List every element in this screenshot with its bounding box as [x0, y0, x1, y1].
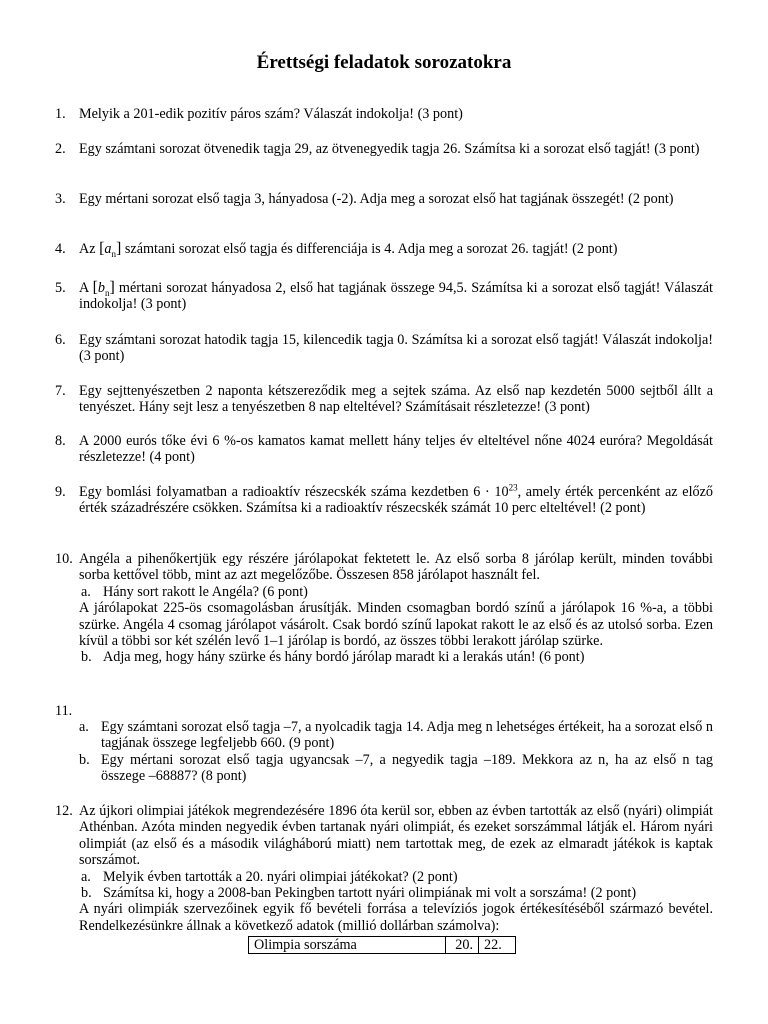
problem-outro: A nyári olimpiák szervezőinek egyik fő bevételi forrása a televíziós jogok értékesítéséből származó bevétel. Rendelkezésünkre állnak a következő adatok (millió dollárban számolva):: [79, 901, 713, 934]
problem-middle: A járólapokat 225-ös csomagolásban árusítják. Minden csomagban bordó színű a járólapok 16 %-a, a többi szürke. Angéla 4 csomag járólapot vásárolt. Csak bordó színű lapokat rakott le az első és az utolsó sorba. Ezen kívül a többi sor két szélén levő 1–1 járólap is bordó, az összes többi lerakott járólap szürke.: [79, 600, 713, 650]
subproblem-label: b.: [79, 751, 90, 768]
subproblem-text: Hány sort rakott le Angéla? (6 pont): [103, 583, 308, 600]
problem-text: Egy mértani sorozat első tagja 3, hányadosa (-2). Adja meg a sorozat első hat tagjának összegét! (2 pont): [79, 191, 674, 207]
table-cell: 22.: [479, 937, 516, 954]
problem-text: [79, 484, 713, 517]
problem-text: Egy számtani sorozat hatodik tagja 15, kilencedik tagja 0. Számítsa ki a sorozat első tagját! Válaszát indokolja! (3 pont): [79, 332, 713, 365]
problem-12: [55, 803, 713, 934]
problem-2: [55, 141, 713, 157]
problem-number: 4.: [55, 241, 66, 257]
text-post: számtani sorozat első tagja és differenciája is 4. Adja meg a sorozat 26. tagját! (2 pont): [124, 241, 618, 257]
problem-text: [79, 241, 713, 257]
formula-exponent: 23: [508, 482, 518, 493]
problem-9: [55, 484, 713, 517]
bracket-left: [: [99, 240, 105, 257]
subproblem-text: Egy számtani sorozat első tagja –7, a nyolcadik tagja 14. Adja meg n lehetséges értékeit, ha a sorozat első n tagjának összege legfeljebb 660. (9 pont): [101, 719, 713, 752]
subproblem-a: [81, 584, 713, 600]
subproblem-text: Számítsa ki, hogy a 2008-ban Pekingben tartott nyári olimpiának mi volt a sorszáma! (2 pont): [103, 885, 637, 902]
problem-11: [55, 703, 713, 785]
subproblem-text: Adja meg, hogy hány szürke és hány bordó járólap maradt ki a lerakás után! (6 pont): [103, 649, 585, 666]
problem-text: [79, 280, 713, 313]
sequence-variable: b: [97, 280, 105, 296]
table-cell: 20.: [446, 937, 479, 954]
problem-number: 6.: [55, 332, 66, 348]
table-header-cell: Olimpia sorszáma: [249, 937, 446, 954]
problem-text: Melyik a 201-edik pozitív páros szám? Válaszát indokolja! (3 pont): [79, 106, 463, 122]
formula: [473, 484, 517, 500]
bracket-right: ]: [109, 279, 115, 296]
subproblem-label: b.: [81, 885, 92, 902]
problem-8: [55, 433, 713, 466]
problem-10: [55, 551, 713, 666]
problem-text: A 2000 eurós tőke évi 6 %-os kamatos kamat mellett hány teljes év elteltével nőne 4024 euróra? Megoldását részletezze! (4 pont): [79, 433, 713, 466]
subproblem-text: Melyik évben tartották a 20. nyári olimpiai játékokat? (2 pont): [103, 868, 458, 885]
subproblem-b: [81, 885, 713, 901]
problem-number: 8.: [55, 433, 66, 449]
text-pre: A: [79, 280, 89, 296]
text-pre: Egy bomlási folyamatban a radioaktív részecskék száma kezdetben: [79, 484, 469, 500]
formula-base: 6 · 10: [473, 484, 509, 500]
problem-number: 5.: [55, 280, 66, 296]
problem-text: Egy sejttenyészetben 2 naponta kétszereződik meg a sejtek száma. Az első nap kezdetén 5000 sejtből állt a tenyészet. Hány sejt lesz a tenyészetben 8 nap elteltével? Számításait részletezze! (3 pont): [79, 383, 713, 416]
subproblem-label: a.: [81, 583, 91, 600]
subproblem-label: b.: [81, 649, 92, 666]
problem-number: 7.: [55, 383, 66, 399]
sequence-index: n: [104, 287, 110, 298]
subproblem-list: [79, 719, 713, 785]
sequence-index: n: [111, 248, 117, 259]
problem-number: 2.: [55, 141, 66, 157]
problem-number: 10.: [55, 551, 73, 567]
problem-number: 9.: [55, 484, 66, 500]
problem-6: [55, 332, 713, 365]
subproblem-text: Egy mértani sorozat első tagja ugyancsak –7, a negyedik tagja –189. Mekkora az n, ha az első n tag összege –68887? (8 pont): [101, 751, 713, 785]
problem-4: [55, 241, 713, 257]
subproblem-label: a.: [81, 868, 91, 885]
problem-3: [55, 191, 713, 207]
text-post: , amely érték percenként az előző érték századrészére csökken. Számítsa ki a radioaktív részecskék számát 10 perc elteltével! (2 pont): [79, 484, 713, 517]
text-pre: Az: [79, 241, 96, 257]
problem-intro: Angéla a pihenőkertjük egy részére járólapokat fektetett le. Az első sorba 8 járólap került, minden további sorba kettővel több, mint az azt megelőzőbe. Összesen 858 járólapot használt fel.: [79, 551, 713, 584]
problem-1: [55, 106, 713, 122]
subproblem-label: a.: [79, 719, 89, 735]
subproblem-b: [81, 649, 713, 665]
olympics-table: [248, 936, 516, 954]
text-post: mértani sorozat hányadosa 2, első hat tagjának összege 94,5. Számítsa ki a sorozat első tagját! Válaszát indokolja! (3 pont): [79, 280, 714, 313]
problem-text: Egy számtani sorozat ötvenedik tagja 29, az ötvenegyedik tagja 26. Számítsa ki a sorozat első tagját! (3 pont): [79, 141, 700, 157]
bracket-right: ]: [116, 240, 122, 257]
subproblem-a: [81, 869, 713, 885]
problem-number: 3.: [55, 191, 66, 207]
problem-number: 11.: [55, 703, 73, 719]
bracket-left: [: [92, 279, 98, 296]
problem-intro: Az újkori olimpiai játékok megrendezésére 1896 óta kerül sor, ebben az évben tartották az első (nyári) olimpiát Athénban. Azóta minden negyedik évben tartanak nyári olimpiát, és ezeket sorszámmal látják el. Három nyári olimpiát (az első és a második világháború miatt) nem tartottak meg, de ezek az elmaradt játékok is kaptak sorszámot.: [79, 803, 713, 869]
problem-number: 1.: [55, 106, 66, 122]
problem-5: [55, 280, 713, 313]
sequence-variable: a: [104, 241, 112, 257]
problem-number: 12.: [55, 803, 73, 819]
subproblem-a: [79, 719, 713, 752]
problem-7: [55, 383, 713, 416]
subproblem-b: [79, 752, 713, 785]
page-title: Érettségi feladatok sorozatokra: [256, 52, 512, 73]
table-row: [249, 937, 516, 954]
